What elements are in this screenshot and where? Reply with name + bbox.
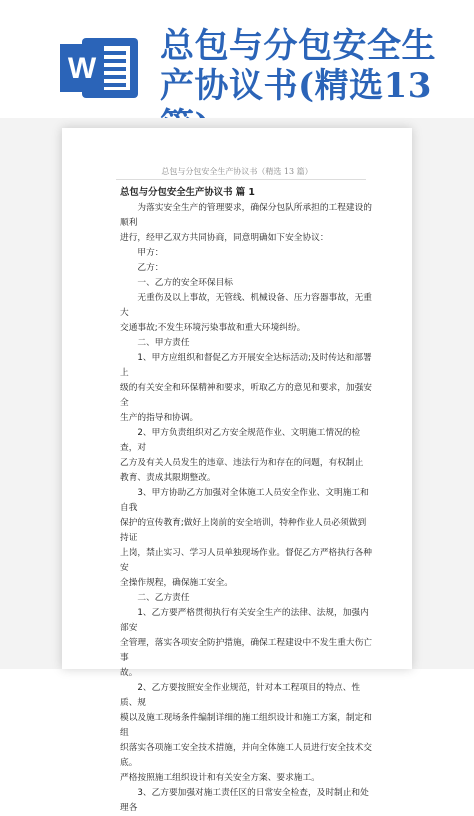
paragraph: 3、乙方要加强对施工责任区的日常安全检查，及时制止和处理各 <box>120 788 369 813</box>
document-page <box>62 128 412 813</box>
paragraph: 2、甲方负责组织对乙方安全规范作业、文明施工情况的检查，对 乙方及有关人员发生的违章、违法行为和存在的问题，有权制止 教育、责成其限期整改。 <box>120 428 364 483</box>
word-document-icon <box>58 36 144 100</box>
document-header <box>0 0 474 118</box>
paragraph: 3、甲方协助乙方加强对全体施工人员安全作业、文明施工和自我 保护的宣传教育;做好上岗前的安全培训，特种作业人员必须做到持证 上岗，禁止实习、学习人员单独现场作业。督促乙方严格执行各种安 全操作规程，确保施工安全。 <box>120 488 372 588</box>
paragraph: 为落实安全生产的管理要求，确保分包队所承担的工程建设的顺利 进行，经甲乙双方共同协商，同意明确如下安全协议： <box>120 203 372 243</box>
paragraph: 一、乙方的安全环保目标 <box>137 278 233 288</box>
document-body <box>120 185 372 816</box>
paragraph: 二、甲方责任 <box>137 338 190 348</box>
svg-text:W: W <box>67 52 97 85</box>
paragraph: 甲方： <box>137 248 164 258</box>
paragraph: 2、乙方要按照安全作业规范，针对本工程项目的特点、性质、规 模以及施工现场条件编制详细的施工组织设计和施工方案，制定和组 织落实各项施工安全技术措施，并向全体施工人员进行安全技术交底。 严格按照施工组织设计和有关安全方案、要求施工。 <box>120 683 372 783</box>
paragraph: 二、乙方责任 <box>137 593 190 603</box>
paragraph: 1、甲方应组织和督促乙方开展安全达标活动;及时传达和部署上 级的有关安全和环保精神和要求，听取乙方的意见和要求，加强安全 生产的指导和协调。 <box>120 353 372 423</box>
section-title: 总包与分包安全生产协议书 篇 1 <box>120 187 255 198</box>
document-title: 总包与分包安全生 产协议书(精选13 <box>160 26 436 106</box>
paragraph: 1、乙方要严格贯彻执行有关安全生产的法律、法规，加强内部安 全管理，落实各项安全防护措施，确保工程建设中不发生重大伤亡事 故。 <box>120 608 372 678</box>
paragraph: 乙方： <box>137 263 164 273</box>
header-rule <box>116 179 366 180</box>
paragraph: 无重伤及以上事故，无管线、机械设备、压力容器事故，无重大 交通事故;不发生环境污染事故和重大环境纠纷。 <box>120 293 372 333</box>
running-header: 总包与分包安全生产协议书（精选 13 篇） <box>161 167 313 176</box>
